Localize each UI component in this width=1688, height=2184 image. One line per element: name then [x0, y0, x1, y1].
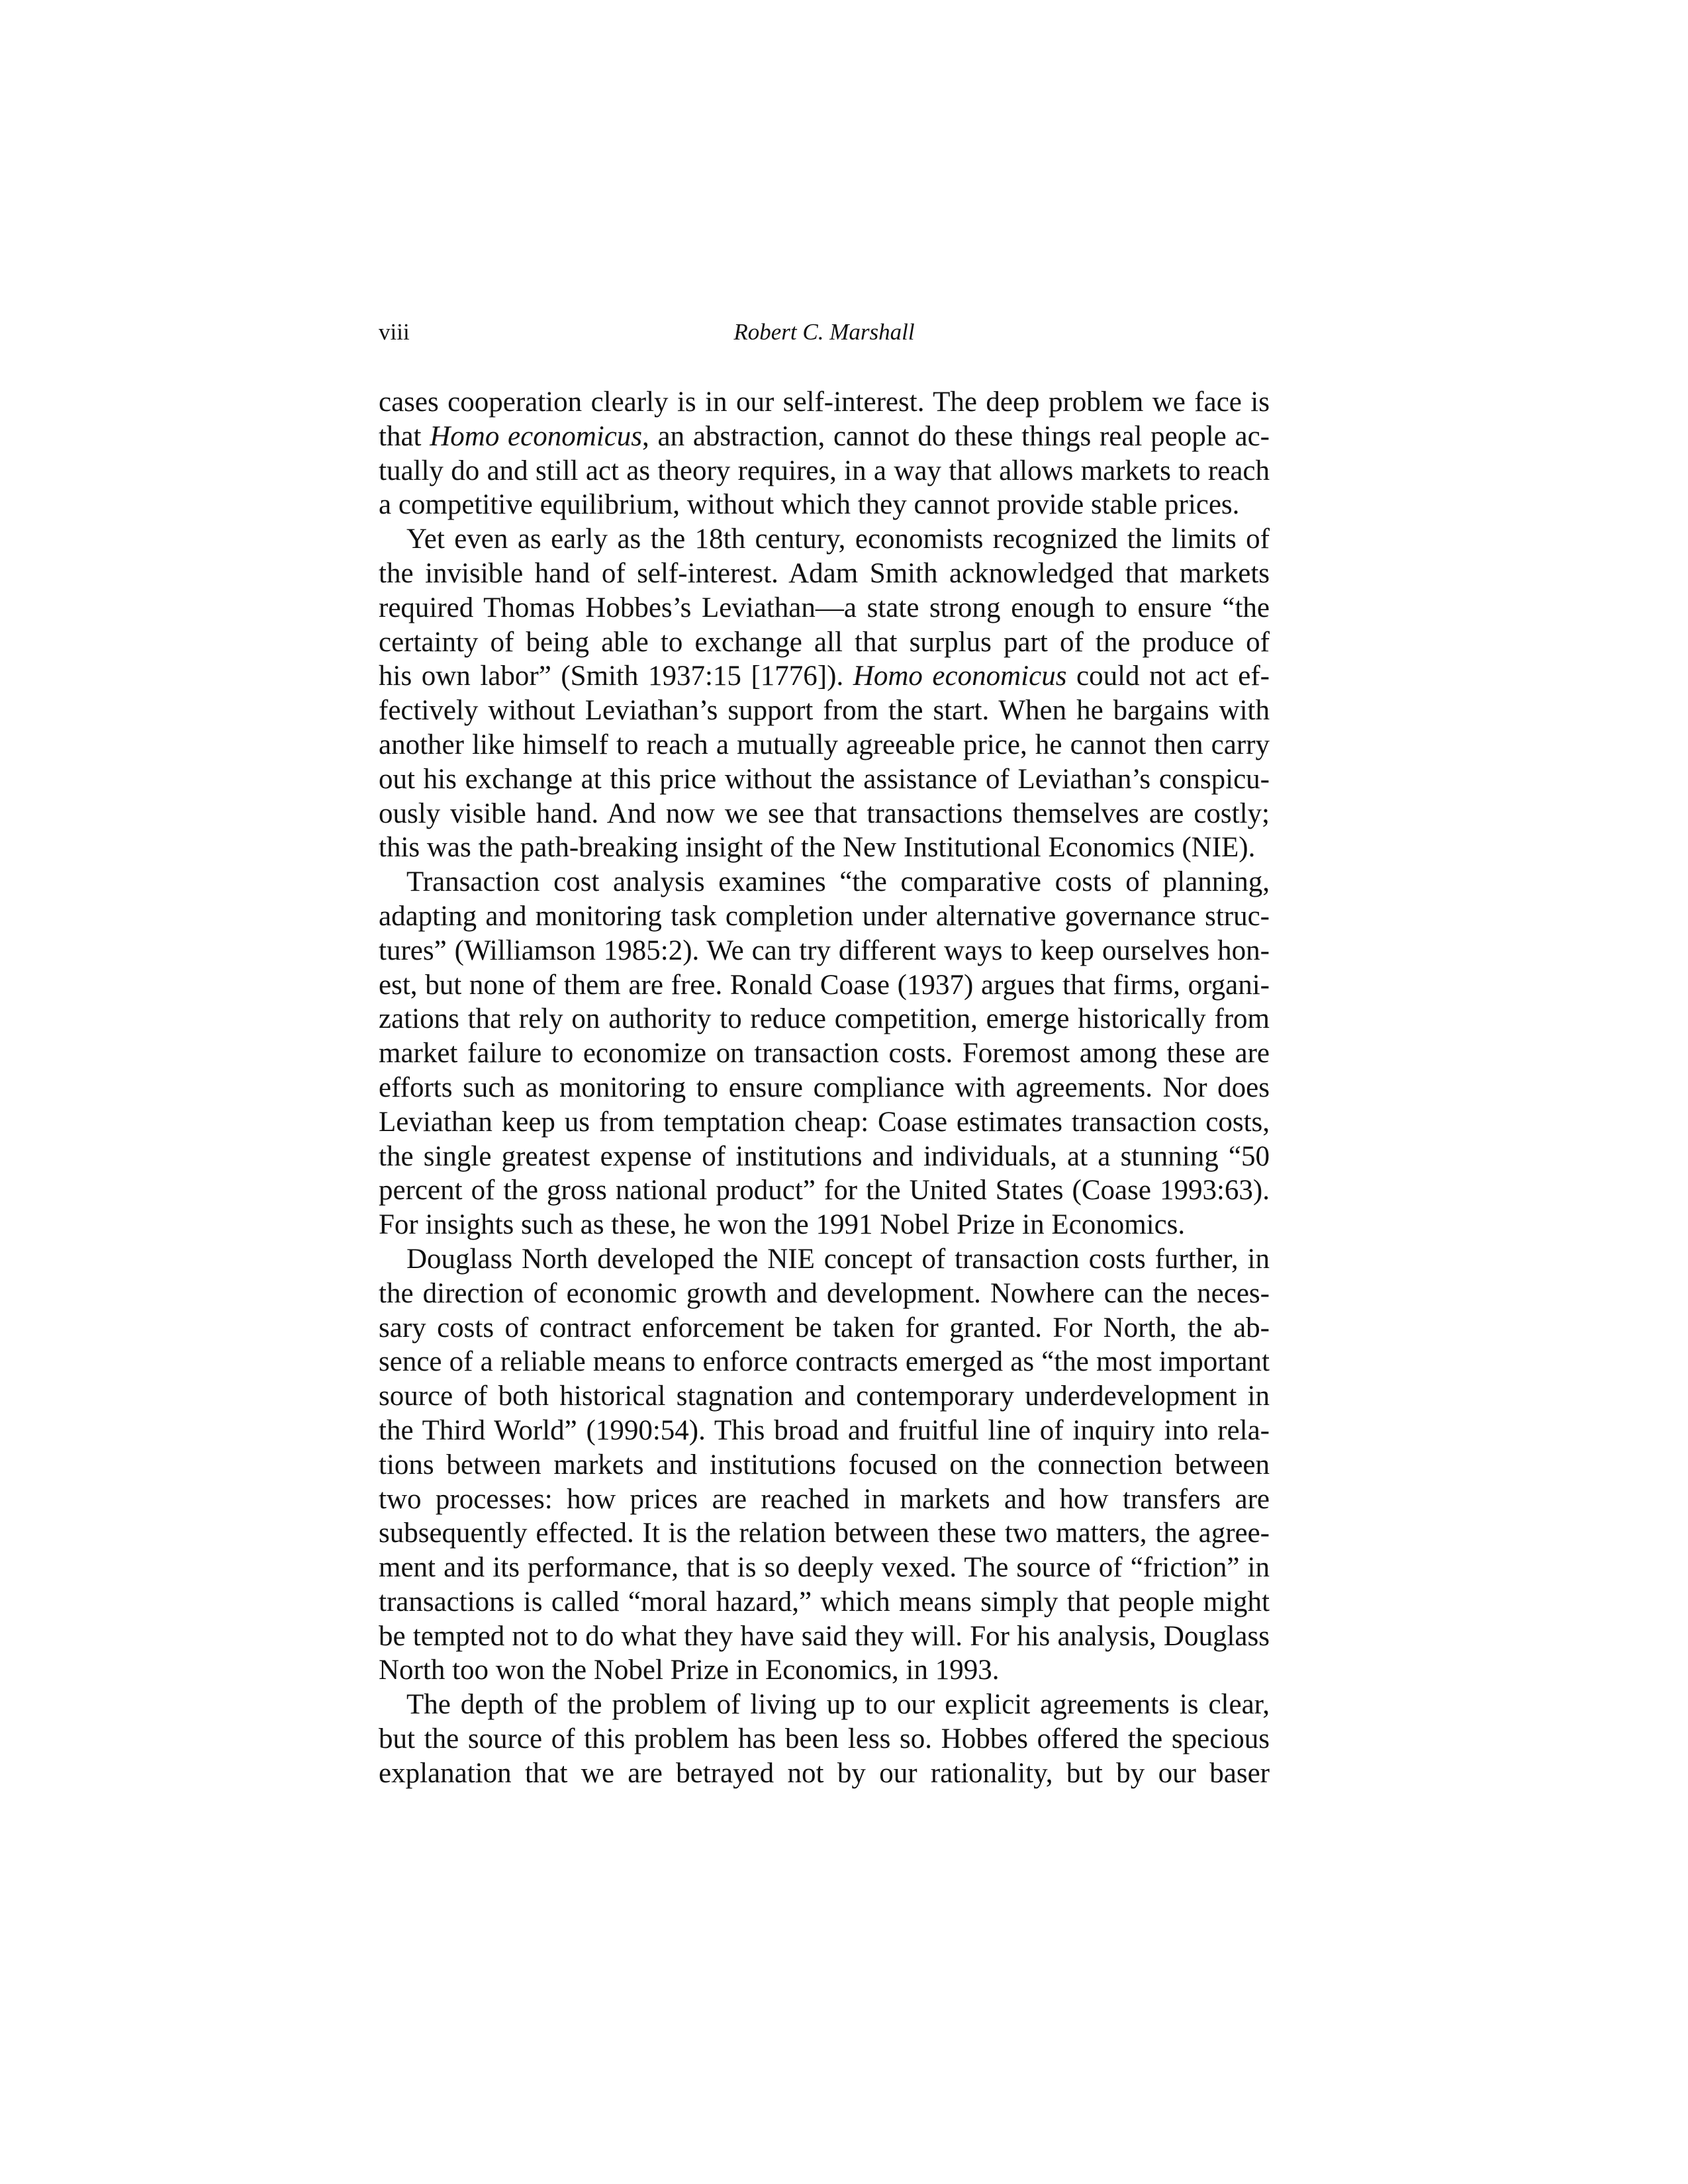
text-line: [379, 1653, 1270, 1688]
text-line: [379, 1448, 1270, 1482]
text-line: [379, 934, 1270, 968]
text-line: [379, 1036, 1270, 1071]
text-run: est, but none of them are free. Ronald Coase (1937) argues that firms, organi-: [379, 969, 1270, 1001]
text-run: required Thomas Hobbes’s Leviathan—a state strong enough to ensure “the: [379, 592, 1270, 623]
text-run: a competitive equilibrium, without which they cannot provide stable prices.: [379, 489, 1240, 521]
text-run: another like himself to reach a mutually agreeable price, he cannot then carry: [379, 729, 1270, 760]
text-line: [379, 1482, 1270, 1517]
text-run: fectively without Leviathan’s support from the start. When he bargains with: [379, 695, 1270, 727]
text-line: [379, 797, 1270, 831]
text-line: [379, 1551, 1270, 1585]
text-line: [379, 591, 1270, 625]
text-line: [379, 1208, 1270, 1242]
paragraph: [379, 522, 1270, 865]
text-line: [379, 1379, 1270, 1414]
text-run: Douglass North developed the NIE concept of transaction costs further, in: [406, 1243, 1270, 1275]
text-line: [379, 1242, 1270, 1277]
text-run: explanation that we are betrayed not by our rationality, but by our baser: [379, 1757, 1270, 1789]
text-line: [379, 1688, 1270, 1722]
text-run: tually do and still act as theory requires, in a way that allows markets to reach: [379, 455, 1270, 486]
text-run: For insights such as these, he won the 1991 Nobel Prize in Economics.: [379, 1209, 1186, 1241]
text-line: [379, 454, 1270, 488]
text-run: tures” (Williamson 1985:2). We can try different ways to keep ourselves hon-: [379, 934, 1270, 966]
text-run: out his exchange at this price without the assistance of Leviathan’s conspicu-: [379, 763, 1270, 795]
text-line: [379, 1311, 1270, 1345]
text-run: zations that rely on authority to reduce competition, emerge historically from: [379, 1003, 1270, 1035]
text-line: [379, 762, 1270, 797]
text-run: tions between markets and institutions focused on the connection between: [379, 1449, 1270, 1480]
text-run: adapting and monitoring task completion under alternative governance struc-: [379, 900, 1270, 932]
text-run: but the source of this problem has been less so. Hobbes offered the specious: [379, 1723, 1270, 1755]
page-number: viii: [379, 319, 410, 345]
text-line: [379, 1002, 1270, 1036]
paragraph: [379, 1688, 1270, 1790]
text-line: [379, 1619, 1270, 1654]
text-run: source of both historical stagnation and contemporary underdevelopment in: [379, 1381, 1270, 1412]
text-line: [379, 899, 1270, 934]
text-line: [379, 1140, 1270, 1174]
text-line: [379, 1414, 1270, 1448]
text-run: this was the path-breaking insight of the New Institutional Economics (NIE).: [379, 832, 1256, 864]
text-run: could not act ef-: [1066, 660, 1270, 692]
paragraph: [379, 385, 1270, 522]
text-run: North too won the Nobel Prize in Economics, in 1993.: [379, 1655, 1000, 1686]
text-run: be tempted not to do what they have said they will. For his analysis, Douglass: [379, 1620, 1270, 1652]
text-run: his own labor” (Smith 1937:15 [1776]).: [379, 660, 853, 692]
text-line: [379, 420, 1270, 454]
text-run: that: [379, 420, 430, 452]
text-line: [379, 1722, 1270, 1756]
text-run: subsequently effected. It is the relation between these two matters, the agree-: [379, 1518, 1270, 1549]
text-run: the direction of economic growth and development. Nowhere can the neces-: [379, 1277, 1270, 1309]
text-run: transactions is called “moral hazard,” which means simply that people might: [379, 1586, 1270, 1617]
italic-term: Homo economicus: [853, 660, 1067, 692]
text-run: the invisible hand of self-interest. Adam Smith acknowledged that markets: [379, 557, 1270, 589]
text-run: certainty of being able to exchange all that surplus part of the produce of: [379, 626, 1270, 658]
text-line: [379, 1071, 1270, 1105]
text-line: [379, 1756, 1270, 1791]
text-line: [379, 659, 1270, 694]
text-run: the Third World” (1990:54). This broad and fruitful line of inquiry into rela-: [379, 1414, 1270, 1446]
text-run: Leviathan keep us from temptation cheap: Coase estimates transaction costs,: [379, 1106, 1270, 1138]
text-line: [379, 557, 1270, 591]
text-line: [379, 1277, 1270, 1311]
text-line: [379, 625, 1270, 660]
paragraph: [379, 865, 1270, 1242]
text-line: [379, 1345, 1270, 1379]
text-run: ment and its performance, that is so deeply vexed. The source of “friction” in: [379, 1552, 1270, 1584]
text-run: two processes: how prices are reached in markets and how transfers are: [379, 1483, 1270, 1515]
text-line: [379, 1105, 1270, 1140]
body-text: [379, 385, 1270, 1791]
text-line: [379, 522, 1270, 557]
text-run: Yet even as early as the 18th century, economists recognized the limits of: [406, 523, 1270, 555]
text-run: efforts such as monitoring to ensure compliance with agreements. Nor does: [379, 1071, 1270, 1103]
text-line: [379, 865, 1270, 899]
text-run: cases cooperation clearly is in our self-interest. The deep problem we face is: [379, 387, 1270, 418]
text-run: percent of the gross national product” for the United States (Coase 1993:63).: [379, 1175, 1270, 1206]
text-line: [379, 728, 1270, 762]
italic-term: Homo economicus: [430, 420, 643, 452]
text-line: [379, 968, 1270, 1003]
text-line: [379, 1516, 1270, 1551]
running-head: Robert C. Marshall: [733, 319, 915, 345]
paragraph: [379, 1242, 1270, 1688]
text-run: Transaction cost analysis examines “the comparative costs of planning,: [406, 866, 1270, 898]
page-header: [379, 319, 1270, 359]
text-line: [379, 1173, 1270, 1208]
text-run: ously visible hand. And now we see that transactions themselves are costly;: [379, 797, 1270, 829]
text-run: sence of a reliable means to enforce contracts emerged as “the most important: [379, 1346, 1270, 1378]
text-line: [379, 831, 1270, 865]
text-run: sary costs of contract enforcement be taken for granted. For North, the ab-: [379, 1312, 1270, 1343]
text-run: market failure to economize on transaction costs. Foremost among these are: [379, 1038, 1270, 1069]
text-line: [379, 385, 1270, 420]
text-line: [379, 694, 1270, 728]
text-line: [379, 488, 1270, 522]
text-run: the single greatest expense of institutions and individuals, at a stunning “50: [379, 1140, 1270, 1172]
text-run: The depth of the problem of living up to our explicit agreements is clear,: [406, 1689, 1270, 1721]
text-run: , an abstraction, cannot do these things real people ac-: [642, 420, 1270, 452]
text-line: [379, 1585, 1270, 1619]
